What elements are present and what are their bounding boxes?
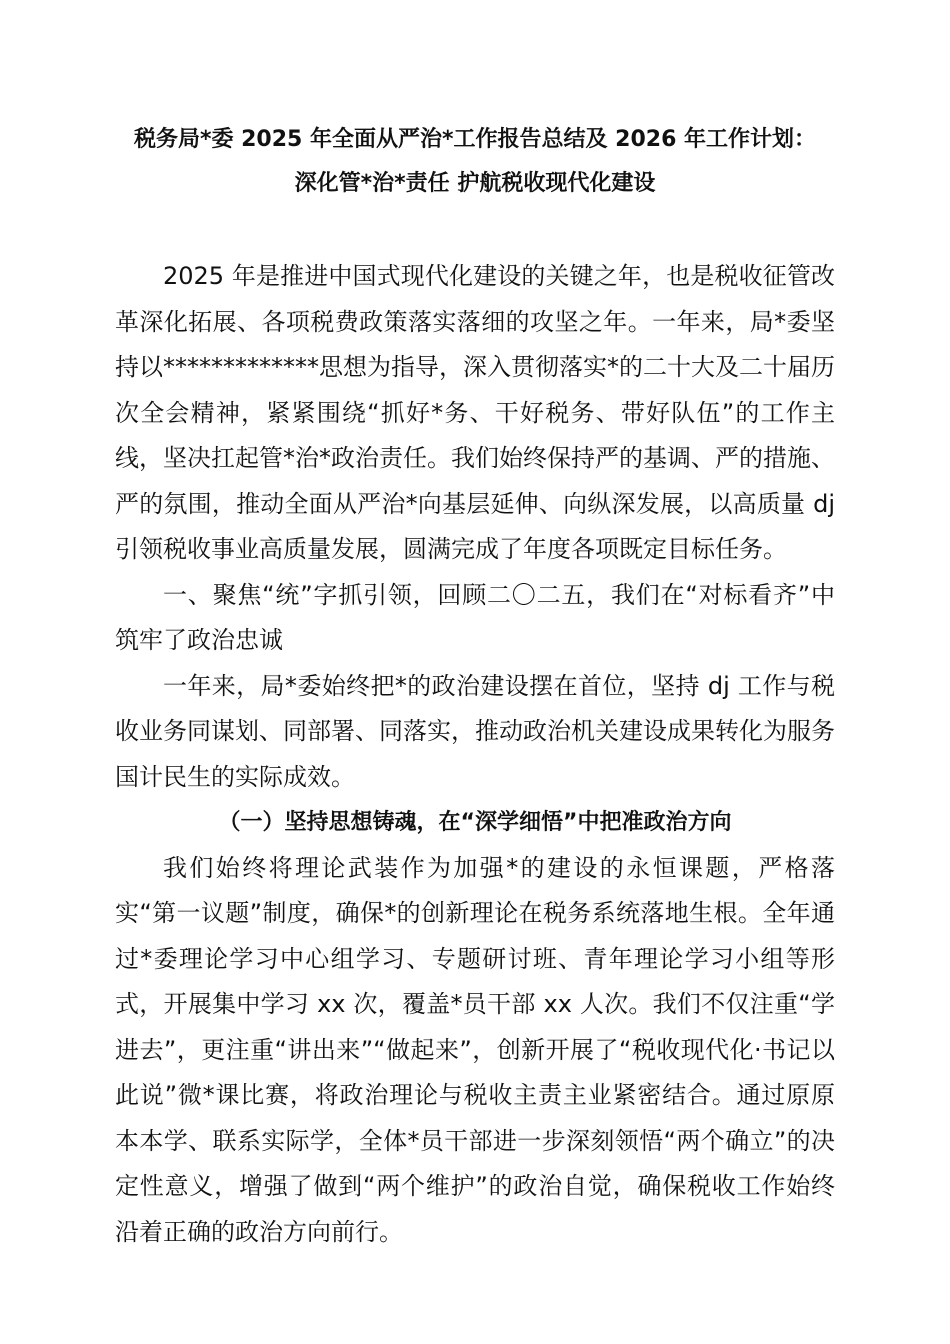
document-body bbox=[115, 254, 835, 1255]
subheading-1: （一）坚持思想铸魂，在“深学细悟”中把准政治方向 bbox=[218, 810, 732, 835]
title-line-1: 税务局*委 2025 年全面从严治*工作报告总结及 2026 年工作计划： bbox=[133, 127, 817, 152]
document-title bbox=[115, 118, 835, 206]
intro-paragraph: 2025 年是推进中国式现代化建设的关键之年，也是税收征管改革深化拓展、各项税费政策落实落细的攻坚之年。一年来，局*委坚持以*************思想为指导，深入贯彻落实*的二十大及二十届历次全会精神，紧紧围绕“抓好*务、干好税务、带好队伍”的工作主线，坚决扛起管*治*政治责任。我们始终保持严的基调、严的措施、严的氛围，推动全面从严治*向基层延伸、向纵深发展，以高质量 dj 引领税收事业高质量发展，圆满完成了年度各项既定目标任务。 bbox=[115, 262, 835, 563]
section-1-paragraph: 一年来，局*委始终把*的政治建设摆在首位，坚持 dj 工作与税收业务同谋划、同部署、同落实，推动政治机关建设成果转化为服务国计民生的实际成效。 bbox=[115, 671, 835, 791]
section-heading-1: 一、聚焦“统”字抓引领，回顾二〇二五，我们在“对标看齐”中筑牢了政治忠诚 bbox=[115, 580, 835, 654]
title-line-2: 深化管*治*责任 护航税收现代化建设 bbox=[294, 171, 656, 196]
document-page bbox=[115, 118, 835, 1255]
subsection-1-paragraph: 我们始终将理论武装作为加强*的建设的永恒课题，严格落实“第一议题”制度，确保*的创新理论在税务系统落地生根。全年通过*委理论学习中心组学习、专题研讨班、青年理论学习小组等形式，开展集中学习 xx 次，覆盖*员干部 xx 人次。我们不仅注重“学进去”，更注重“讲出来”“做起来”，创新开展了“税收现代化·书记以此说”微*课比赛，将政治理论与税收主责主业紧密结合。通过原原本本学、联系实际学，全体*员干部进一步深刻领悟“两个确立”的决定性意义，增强了做到“两个维护”的政治自觉，确保税收工作始终沿着正确的政治方向前行。 bbox=[115, 853, 835, 1246]
